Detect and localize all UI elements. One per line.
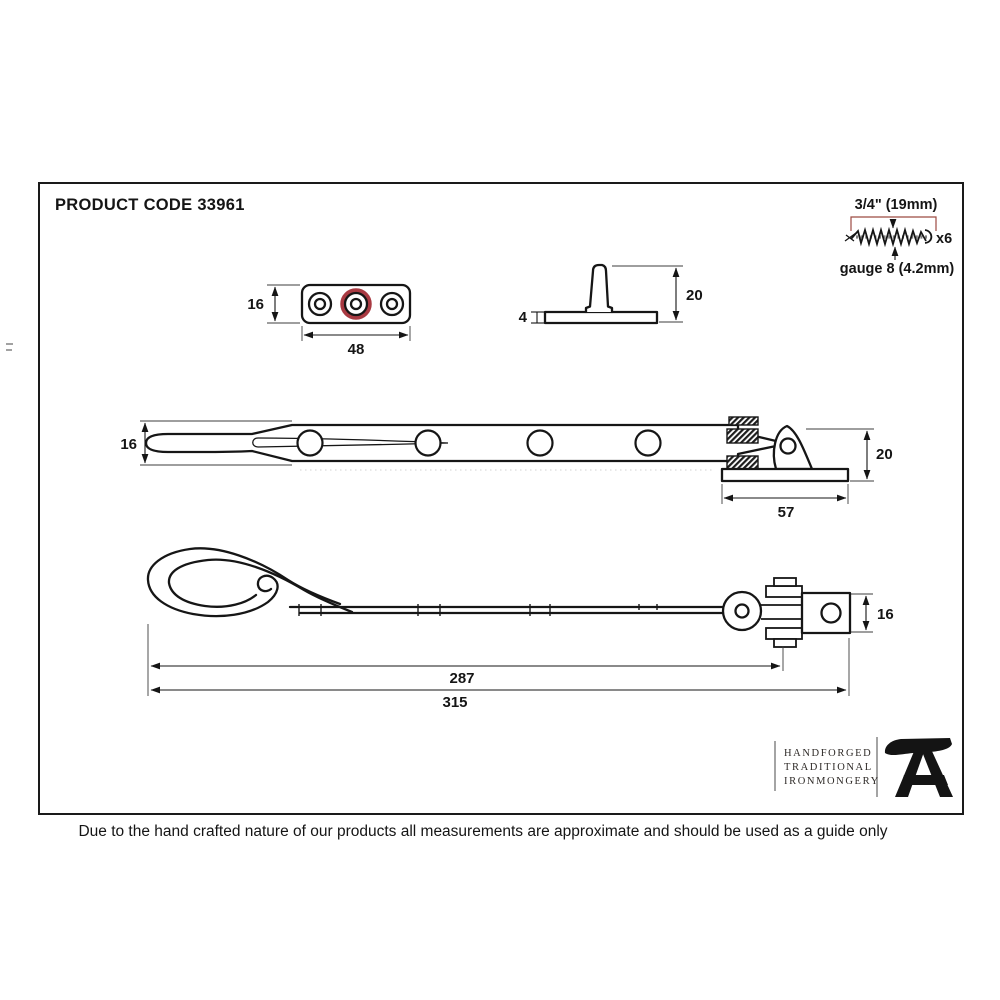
pivot-bracket-base [722,469,848,481]
crook-curl-inner [169,560,352,612]
pin-view [519,265,703,326]
pivot-pin-hole [736,605,749,618]
anvil-logo-icon [885,738,953,797]
brand-line-2: TRADITIONAL [784,762,873,773]
stay-arm-outline [146,425,776,461]
arm-width-value: 16 [120,436,137,453]
stay-top-view [120,417,892,521]
screw-gauge-label: gauge 8 (4.2mm) [839,261,955,277]
screw-quantity-label: x6 [936,231,953,247]
keep-plate-view [247,285,410,358]
brand-line-3: IRONMONGERY [784,776,880,787]
overall-length-value: 315 [442,694,468,711]
pin-height-value: 20 [686,287,703,304]
plate-height-value: 16 [877,606,894,623]
screw-callout [840,197,955,277]
pin-base-plate [545,312,657,323]
keep-plate-width-value: 48 [347,341,365,358]
disclaimer-text: Due to the hand crafted nature of our products all measurements are approximate and should be used as a guide only [78,823,888,840]
stay-side-view [148,548,894,711]
hinge-knuckles-top-view [727,417,758,469]
brand-block [775,737,953,797]
pin-peg [586,265,612,312]
screw-length-label: 3/4" (19mm) [854,197,938,213]
bracket-height-value: 20 [876,446,893,463]
brand-line-1: HANDFORGED [784,748,873,759]
arm-hole-ticks [299,604,657,616]
pin-thickness-value: 4 [518,309,527,326]
keep-plate-height-value: 16 [247,296,264,313]
hinge-knuckles-side-view [761,578,802,647]
bracket-length-value: 57 [777,504,795,521]
length-to-pivot-value: 287 [449,670,475,687]
bracket-plate-hole [822,604,841,623]
page-edge-artifact [6,344,13,350]
product-code: PRODUCT CODE 33961 [55,196,245,214]
screw-drawing [845,230,931,244]
pivot-bracket-hole [781,439,796,454]
